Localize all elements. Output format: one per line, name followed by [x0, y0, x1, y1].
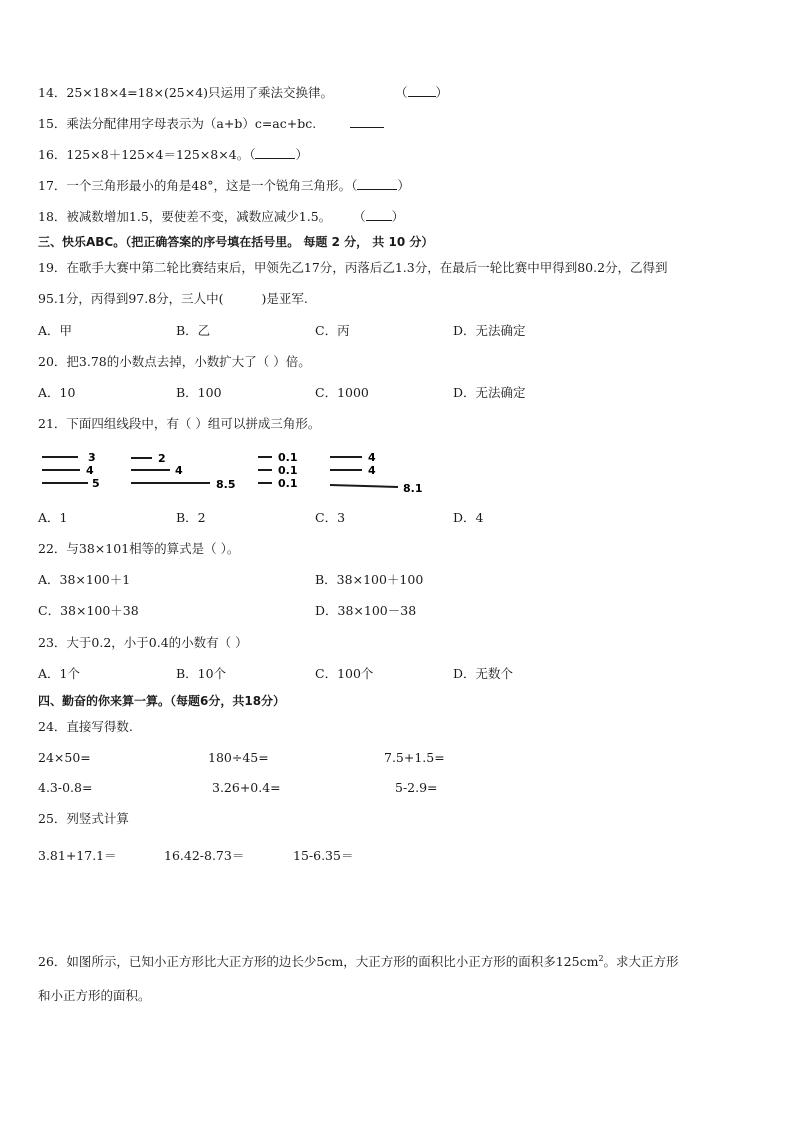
answer-blank-16[interactable]	[255, 146, 295, 159]
question-21: 21．下面四组线段中，有（ ）组可以拼成三角形。	[38, 416, 321, 431]
segment-label: 0.1	[278, 477, 298, 490]
q19-option-b[interactable]: B．乙	[176, 323, 211, 338]
segment-label: 8.5	[216, 478, 236, 491]
question-22: 22．与38×101相等的算式是（ ）。	[38, 541, 240, 556]
question-14	[38, 84, 448, 101]
segment-group-1	[42, 451, 100, 490]
answer-blank-15[interactable]	[350, 115, 384, 128]
question-16-paren-close: ）	[295, 147, 308, 162]
answer-blank-18[interactable]	[366, 208, 392, 221]
question-18-paren-open: （	[353, 209, 366, 224]
question-26-text-a: 26．如图所示，已知小正方形比大正方形的边长少5cm，大正方形的面积比小正方形的面积多125cm	[38, 954, 599, 970]
q22-option-a[interactable]: A．38×100＋1	[38, 572, 131, 587]
q23-option-d[interactable]: D．无数个	[453, 666, 514, 681]
q21-option-a[interactable]: A．1	[38, 510, 68, 525]
segment-group-4	[330, 451, 423, 495]
segment-line	[330, 485, 398, 487]
segment-label: 4	[368, 464, 376, 477]
section-4-heading: 四、勤奋的你来算一算。（每题6分，共18分）	[38, 694, 286, 708]
q24-item: 4.3-0.8=	[38, 780, 93, 795]
answer-blank-14[interactable]	[408, 84, 436, 97]
segment-group-2	[131, 452, 236, 491]
q21-option-b[interactable]: B．2	[176, 510, 206, 525]
question-26-line1	[38, 951, 679, 970]
question-26-text-b: 。求大正方形	[603, 954, 679, 970]
q24-item: 24×50=	[38, 750, 91, 765]
q19-option-a[interactable]: A．甲	[38, 323, 73, 338]
q25-item: 3.81+17.1＝	[38, 848, 117, 863]
question-14-paren-open: （	[395, 85, 408, 100]
q20-option-d[interactable]: D．无法确定	[453, 385, 526, 400]
segment-label: 4	[175, 464, 183, 477]
q22-option-c[interactable]: C．38×100＋38	[38, 603, 139, 618]
question-17	[38, 177, 410, 194]
question-16	[38, 146, 308, 163]
answer-blank-17[interactable]	[357, 177, 397, 190]
question-17-text: 17．一个三角形最小的角是48°，这是一个锐角三角形。（	[38, 178, 358, 193]
question-14-paren-close: ）	[435, 85, 449, 100]
question-20: 20．把3.78的小数点去掉，小数扩大了（ ）倍。	[38, 354, 311, 369]
question-17-paren-close: ）	[397, 178, 410, 193]
segment-label: 2	[158, 452, 166, 465]
question-16-text: 16．125×8＋125×4＝125×8×4。（	[38, 147, 256, 162]
q22-option-d[interactable]: D．38×100－38	[315, 603, 417, 618]
q20-option-a[interactable]: A．10	[38, 385, 76, 400]
superscript: 2	[598, 954, 604, 963]
q25-item: 16.42-8.73＝	[164, 848, 245, 863]
q21-option-d[interactable]: D．4	[453, 510, 484, 525]
question-19-line2	[38, 291, 308, 307]
question-14-text: 14．25×18×4=18×(25×4)只运用了乘法交换律。	[38, 85, 334, 100]
q20-option-b[interactable]: B．100	[176, 385, 222, 400]
segment-label: 0.1	[278, 451, 298, 464]
question-18	[38, 208, 404, 225]
section-3-heading: 三、快乐ABC。（把正确答案的序号填在括号里。 每题 2 分， 共 10 分）	[38, 235, 434, 249]
segment-label: 4	[86, 464, 94, 477]
segment-label: 4	[368, 451, 376, 464]
question-15	[38, 115, 384, 132]
q23-option-a[interactable]: A．1个	[38, 666, 80, 681]
q19-option-c[interactable]: C．丙	[315, 323, 350, 338]
q25-item: 15-6.35＝	[293, 848, 354, 863]
q21-option-c[interactable]: C．3	[315, 510, 346, 525]
question-24: 24．直接写得数.	[38, 719, 133, 734]
segment-label: 3	[88, 451, 96, 464]
q24-item: 3.26+0.4=	[212, 780, 281, 795]
segment-label: 0.1	[278, 464, 298, 477]
segment-label: 8.1	[403, 482, 423, 495]
segment-label: 5	[92, 477, 100, 490]
question-26-line2: 和小正方形的面积。	[38, 988, 151, 1003]
q22-option-b[interactable]: B．38×100＋100	[315, 572, 424, 587]
question-15-text: 15．乘法分配律用字母表示为（a+b）c=ac+bc.	[38, 116, 317, 131]
q20-option-c[interactable]: C．1000	[315, 385, 369, 400]
question-18-paren-close: ）	[391, 209, 405, 224]
q24-item: 180÷45=	[208, 750, 269, 765]
q19-option-d[interactable]: D．无法确定	[453, 323, 526, 338]
question-19-line1: 19．在歌手大赛中第二轮比赛结束后，甲领先乙17分，丙落后乙1.3分，在最后一轮比赛中甲得到80.2分，乙得到	[38, 260, 668, 275]
segment-group-3	[258, 451, 298, 490]
question-19-line2-b: )是亚军.	[261, 291, 308, 306]
q24-item: 7.5+1.5=	[384, 750, 445, 765]
question-23: 23．大于0.2，小于0.4的小数有（ ）	[38, 635, 248, 650]
q23-option-b[interactable]: B．10个	[176, 666, 227, 681]
q23-option-c[interactable]: C．100个	[315, 666, 374, 681]
q24-item: 5-2.9=	[395, 780, 438, 795]
question-19-line2-a: 95.1分，丙得到97.8分，三人中(	[38, 291, 224, 306]
question-25: 25．列竖式计算	[38, 811, 129, 826]
question-18-text: 18．被减数增加1.5，要使差不变，减数应减少1.5。	[38, 209, 332, 224]
segments-figure	[38, 448, 438, 496]
